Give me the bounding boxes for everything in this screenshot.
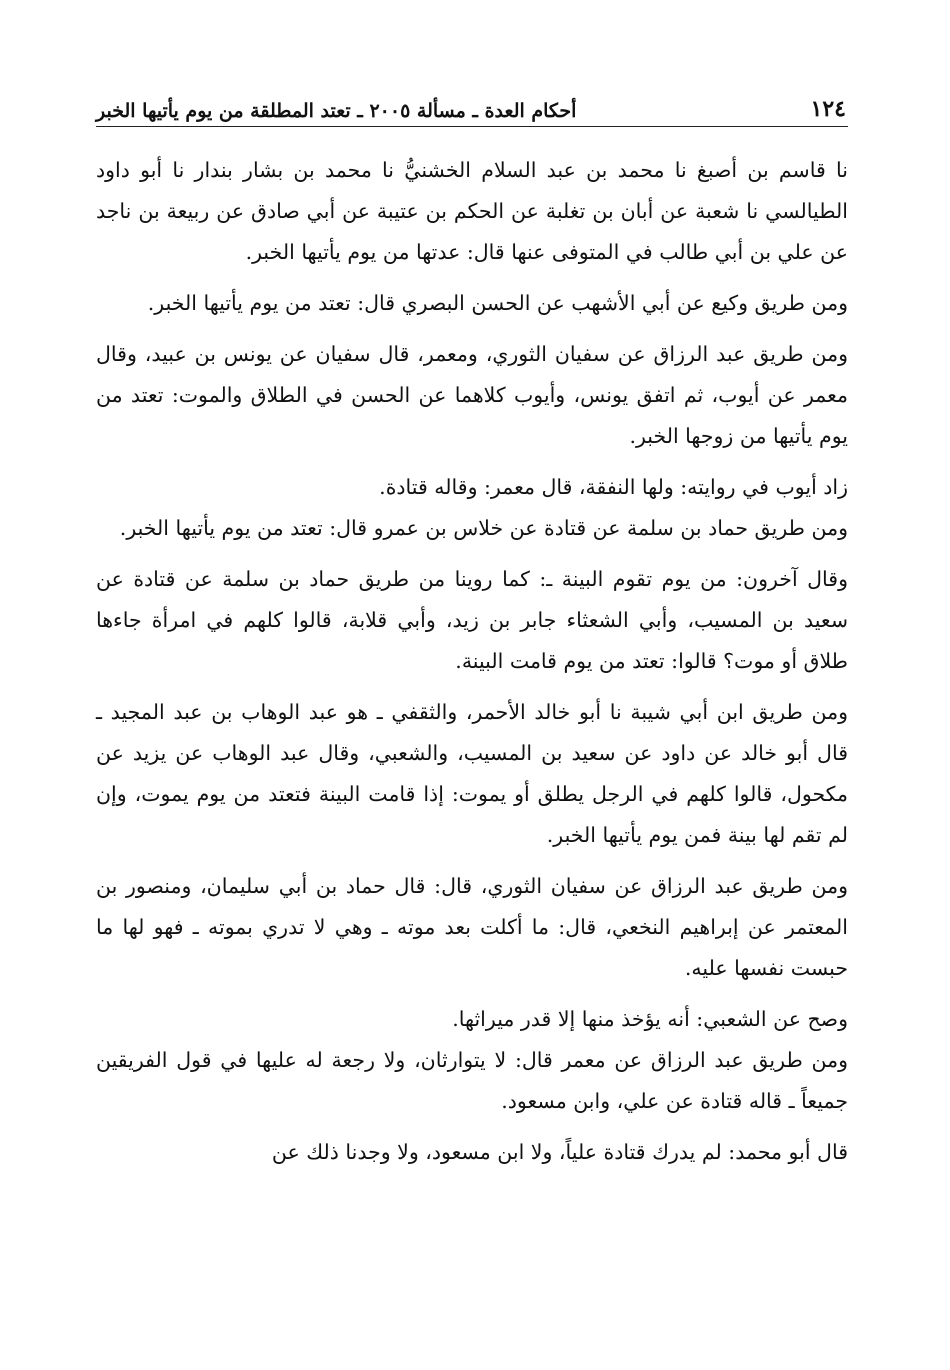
page-number: ١٢٤ bbox=[810, 96, 846, 122]
paragraph: وصح عن الشعبي: أنه يؤخذ منها إلا قدر ميراثها. bbox=[452, 1007, 848, 1031]
paragraph: وقال آخرون: من يوم تقوم البينة ـ: كما روينا من طريق حماد بن سلمة عن قتادة عن سعيد بن المسيب، وأبي الشعثاء جابر بن زيد، وأبي قلابة، قالوا كلهم في امرأة جاءها طلاق أو موت؟ قالوا: تعتد من يوم قامت البينة. bbox=[96, 567, 848, 673]
paragraph: زاد أيوب في روايته: ولها النفقة، قال معمر: وقاله قتادة. bbox=[379, 475, 848, 499]
paragraph: نا قاسم بن أصبغ نا محمد بن عبد السلام الخشنيُّ نا محمد بن بشار بندار نا أبو داود الطيالسي نا شعبة عن أبان بن تغلبة عن الحكم بن عتيبة عن أبي صادق عن ربيعة بن ناجد عن علي بن أبي طالب في المتوفى عنها قال: عدتها من يوم يأتيها الخبر. bbox=[96, 158, 848, 264]
running-title: أحكام العدة ـ مسألة ٢٠٠٥ ـ تعتد المطلقة من يوم يأتيها الخبر bbox=[96, 100, 577, 122]
page-header bbox=[96, 78, 846, 122]
paragraph: ومن طريق عبد الرزاق عن سفيان الثوري، ومعمر، قال سفيان عن يونس بن عبيد، وقال معمر عن أيوب، ثم اتفق يونس، وأيوب كلاهما عن الحسن في الطلاق والموت: تعتد من يوم يأتيها من زوجها الخبر. bbox=[96, 342, 848, 448]
header-rule bbox=[96, 126, 848, 127]
paragraph: ومن طريق عبد الرزاق عن سفيان الثوري، قال: قال حماد بن أبي سليمان، ومنصور بن المعتمر عن إبراهيم النخعي، قال: ما أكلت بعد موته ـ وهي لا تدري بموته ـ فهو لها ما حبست نفسها عليه. bbox=[96, 874, 848, 980]
paragraph: ومن طريق ابن أبي شيبة نا أبو خالد الأحمر، والثقفي ـ هو عبد الوهاب بن عبد المجيد ـ قال أبو خالد عن داود عن سعيد بن المسيب، والشعبي، وقال عبد الوهاب عن يزيد عن مكحول، قالوا كلهم في الرجل يطلق أو يموت: إذا قامت البينة فتعتد من يوم يموت، وإن لم تقم لها بينة فمن يوم يأتيها الخبر. bbox=[96, 700, 848, 847]
page-body bbox=[96, 150, 848, 1183]
paragraph: قال أبو محمد: لم يدرك قتادة علياً، ولا ابن مسعود، ولا وجدنا ذلك عن bbox=[271, 1140, 848, 1164]
paragraph: ومن طريق عبد الرزاق عن معمر قال: لا يتوارثان، ولا رجعة له عليها في قول الفريقين جميعاً ـ قاله قتادة عن علي، وابن مسعود. bbox=[96, 1048, 848, 1113]
paragraph: ومن طريق حماد بن سلمة عن قتادة عن خلاس بن عمرو قال: تعتد من يوم يأتيها الخبر. bbox=[119, 516, 848, 540]
paragraph: ومن طريق وكيع عن أبي الأشهب عن الحسن البصري قال: تعتد من يوم يأتيها الخبر. bbox=[147, 291, 848, 315]
